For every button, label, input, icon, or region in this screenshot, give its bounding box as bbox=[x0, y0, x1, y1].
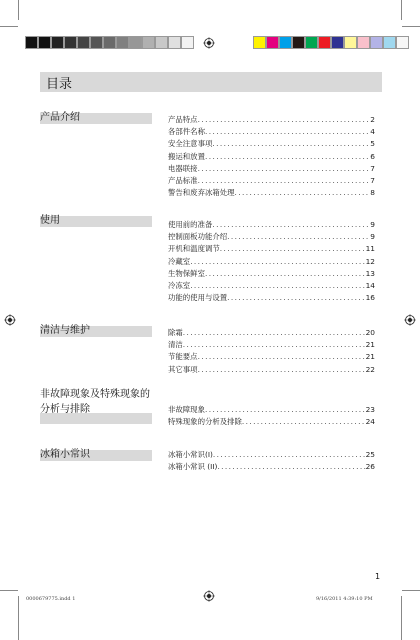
toc-leader-dots bbox=[190, 256, 365, 268]
toc-entry[interactable] bbox=[168, 364, 375, 376]
toc-entry-title: 产品特点 bbox=[168, 115, 198, 124]
color-swatch bbox=[155, 36, 168, 49]
toc-entry-title: 冰箱小常识(I) bbox=[168, 450, 213, 459]
toc-entry[interactable] bbox=[168, 187, 375, 199]
crop-mark bbox=[402, 26, 420, 27]
toc-entry-title: 电器联接 bbox=[168, 163, 198, 173]
slug-filename: 0000679775.indd 1 bbox=[26, 596, 76, 602]
toc-leader-dots bbox=[205, 151, 370, 163]
toc-leader-dots bbox=[190, 280, 365, 292]
toc-entry-page: 25 bbox=[365, 450, 375, 459]
toc-entry[interactable] bbox=[168, 163, 375, 175]
color-swatch bbox=[77, 36, 90, 49]
color-swatch bbox=[305, 36, 318, 49]
color-swatch bbox=[383, 36, 396, 49]
crop-mark bbox=[402, 590, 420, 591]
color-swatch bbox=[103, 36, 116, 49]
toc-entry[interactable] bbox=[168, 280, 375, 292]
toc-entry-title: 生物保鲜室 bbox=[168, 268, 205, 278]
color-swatch bbox=[25, 36, 38, 49]
toc-entry[interactable] bbox=[168, 339, 375, 351]
toc-list-product-intro bbox=[168, 114, 375, 199]
toc-entry-page: 5 bbox=[370, 139, 375, 149]
color-swatch bbox=[344, 36, 357, 49]
toc-title-band bbox=[40, 72, 382, 92]
toc-leader-dots bbox=[205, 404, 366, 416]
toc-entry-title: 冷冻室 bbox=[168, 280, 191, 290]
toc-entry-page: 20 bbox=[365, 328, 375, 337]
page-title: 目录 bbox=[46, 77, 73, 92]
toc-entry-title: 安全注意事项 bbox=[168, 139, 213, 149]
toc-entry-title: 冷藏室 bbox=[168, 256, 191, 266]
toc-entry-title: 特殊现象的分析及排除 bbox=[168, 417, 242, 427]
color-swatch bbox=[253, 36, 266, 49]
toc-entry-title: 产品标准 bbox=[168, 175, 198, 185]
toc-entry-page: 6 bbox=[370, 151, 375, 161]
toc-list-cleaning bbox=[168, 327, 375, 376]
crop-mark bbox=[0, 26, 18, 27]
color-swatch bbox=[38, 36, 51, 49]
toc-entry-page: 7 bbox=[370, 175, 375, 185]
registration-mark-icon bbox=[404, 314, 416, 326]
toc-entry-title: 节能要点 bbox=[168, 352, 198, 362]
crop-mark bbox=[401, 0, 402, 20]
toc-entry-page: 22 bbox=[365, 364, 375, 374]
color-swatch bbox=[357, 36, 370, 49]
toc-entry-page: 26 bbox=[365, 462, 375, 472]
toc-leader-dots bbox=[235, 187, 371, 199]
color-swatch bbox=[51, 36, 64, 49]
section-heading-tips: 冰箱小常识 bbox=[40, 450, 152, 462]
toc-entry-page: 16 bbox=[365, 293, 375, 303]
gray-calibration-bar bbox=[25, 36, 194, 49]
registration-mark-icon bbox=[4, 314, 16, 326]
toc-leader-dots bbox=[227, 231, 370, 243]
toc-entry-page: 23 bbox=[365, 405, 375, 414]
color-swatch bbox=[168, 36, 181, 49]
toc-entry-title: 开机和温度调节 bbox=[168, 244, 220, 254]
toc-entry[interactable] bbox=[168, 404, 375, 416]
toc-entry[interactable] bbox=[168, 461, 375, 473]
toc-entry-page: 12 bbox=[365, 256, 375, 266]
crop-mark bbox=[0, 590, 18, 591]
toc-entry-title: 控制面板功能介绍 bbox=[168, 232, 228, 242]
toc-entry[interactable] bbox=[168, 256, 375, 268]
toc-entry-title: 冰箱小常识 (II) bbox=[168, 462, 218, 472]
toc-entry-page: 7 bbox=[370, 163, 375, 173]
toc-entry[interactable] bbox=[168, 351, 375, 363]
toc-entry-page: 4 bbox=[370, 127, 375, 137]
color-swatch bbox=[396, 36, 409, 49]
toc-entry[interactable] bbox=[168, 416, 375, 428]
toc-entry-page: 11 bbox=[365, 244, 375, 254]
toc-leader-dots bbox=[220, 243, 366, 255]
color-swatch bbox=[279, 36, 292, 49]
crop-mark bbox=[18, 0, 19, 20]
toc-entry-title: 搬运和放置 bbox=[168, 151, 205, 161]
toc-entry-page: 21 bbox=[365, 340, 375, 350]
toc-entry[interactable] bbox=[168, 151, 375, 163]
page-number: 1 bbox=[375, 572, 381, 581]
toc-entry-page: 9 bbox=[370, 220, 375, 229]
color-swatch bbox=[116, 36, 129, 49]
registration-mark-icon bbox=[203, 37, 215, 49]
color-swatch bbox=[90, 36, 103, 49]
toc-entry-title: 功能的使用与设置 bbox=[168, 293, 228, 303]
toc-entry-page: 2 bbox=[370, 115, 375, 124]
toc-entry-page: 21 bbox=[365, 352, 375, 362]
toc-entry-page: 24 bbox=[365, 417, 375, 427]
section-heading-product-intro: 产品介绍 bbox=[40, 113, 152, 125]
toc-entry-title: 其它事项 bbox=[168, 364, 198, 374]
toc-entry[interactable] bbox=[168, 219, 375, 231]
toc-entry[interactable] bbox=[168, 327, 375, 339]
toc-list-troubleshooting bbox=[168, 404, 375, 428]
toc-entry[interactable] bbox=[168, 243, 375, 255]
color-swatch bbox=[292, 36, 305, 49]
color-swatch bbox=[129, 36, 142, 49]
toc-leader-dots bbox=[183, 339, 366, 351]
toc-entry[interactable] bbox=[168, 138, 375, 150]
toc-leader-dots bbox=[198, 114, 371, 126]
toc-entry-title: 清洁 bbox=[168, 340, 183, 350]
color-swatch bbox=[142, 36, 155, 49]
toc-entry-title: 警告和废弃冰箱处理 bbox=[168, 188, 235, 198]
toc-entry-page: 13 bbox=[365, 268, 375, 278]
color-swatch bbox=[266, 36, 279, 49]
toc-leader-dots bbox=[213, 449, 366, 461]
toc-list-tips bbox=[168, 449, 375, 473]
toc-leader-dots bbox=[227, 292, 365, 304]
color-swatch bbox=[181, 36, 194, 49]
toc-leader-dots bbox=[198, 175, 371, 187]
color-swatch bbox=[318, 36, 331, 49]
section-heading-cleaning: 清洁与维护 bbox=[40, 326, 152, 338]
section-heading-usage: 使用 bbox=[40, 216, 152, 228]
crop-mark bbox=[401, 596, 402, 640]
toc-entry[interactable] bbox=[168, 292, 375, 304]
toc-entry[interactable] bbox=[168, 231, 375, 243]
toc-leader-dots bbox=[217, 461, 365, 473]
toc-leader-dots bbox=[212, 138, 370, 150]
toc-entry-page: 9 bbox=[370, 232, 375, 242]
toc-list-usage bbox=[168, 219, 375, 304]
color-swatch bbox=[331, 36, 344, 49]
toc-leader-dots bbox=[205, 126, 370, 138]
toc-entry[interactable] bbox=[168, 268, 375, 280]
color-swatch bbox=[370, 36, 383, 49]
toc-entry-title: 非故障现象 bbox=[168, 405, 205, 414]
registration-mark-icon bbox=[203, 590, 215, 602]
slug-datetime: 9/16/2011 4:39:10 PM bbox=[316, 596, 373, 602]
toc-entry-page: 8 bbox=[370, 188, 375, 198]
section-heading-troubleshooting: 非故障现象及特殊现象的 分析与排除 bbox=[40, 388, 152, 418]
toc-entry[interactable] bbox=[168, 126, 375, 138]
toc-entry-title: 除霜 bbox=[168, 328, 183, 337]
toc-entry-title: 使用前的准备 bbox=[168, 220, 213, 229]
toc-entry-title: 各部件名称 bbox=[168, 127, 205, 137]
toc-leader-dots bbox=[198, 351, 366, 363]
toc-leader-dots bbox=[183, 327, 366, 339]
crop-mark bbox=[18, 596, 19, 640]
color-calibration-bar bbox=[253, 36, 409, 49]
color-swatch bbox=[64, 36, 77, 49]
toc-leader-dots bbox=[198, 364, 366, 376]
toc-entry[interactable] bbox=[168, 449, 375, 461]
toc-entry-page: 14 bbox=[365, 280, 375, 290]
toc-leader-dots bbox=[198, 163, 371, 175]
toc-leader-dots bbox=[212, 219, 370, 231]
toc-entry[interactable] bbox=[168, 175, 375, 187]
toc-entry[interactable] bbox=[168, 114, 375, 126]
toc-leader-dots bbox=[205, 268, 366, 280]
toc-leader-dots bbox=[242, 416, 366, 428]
